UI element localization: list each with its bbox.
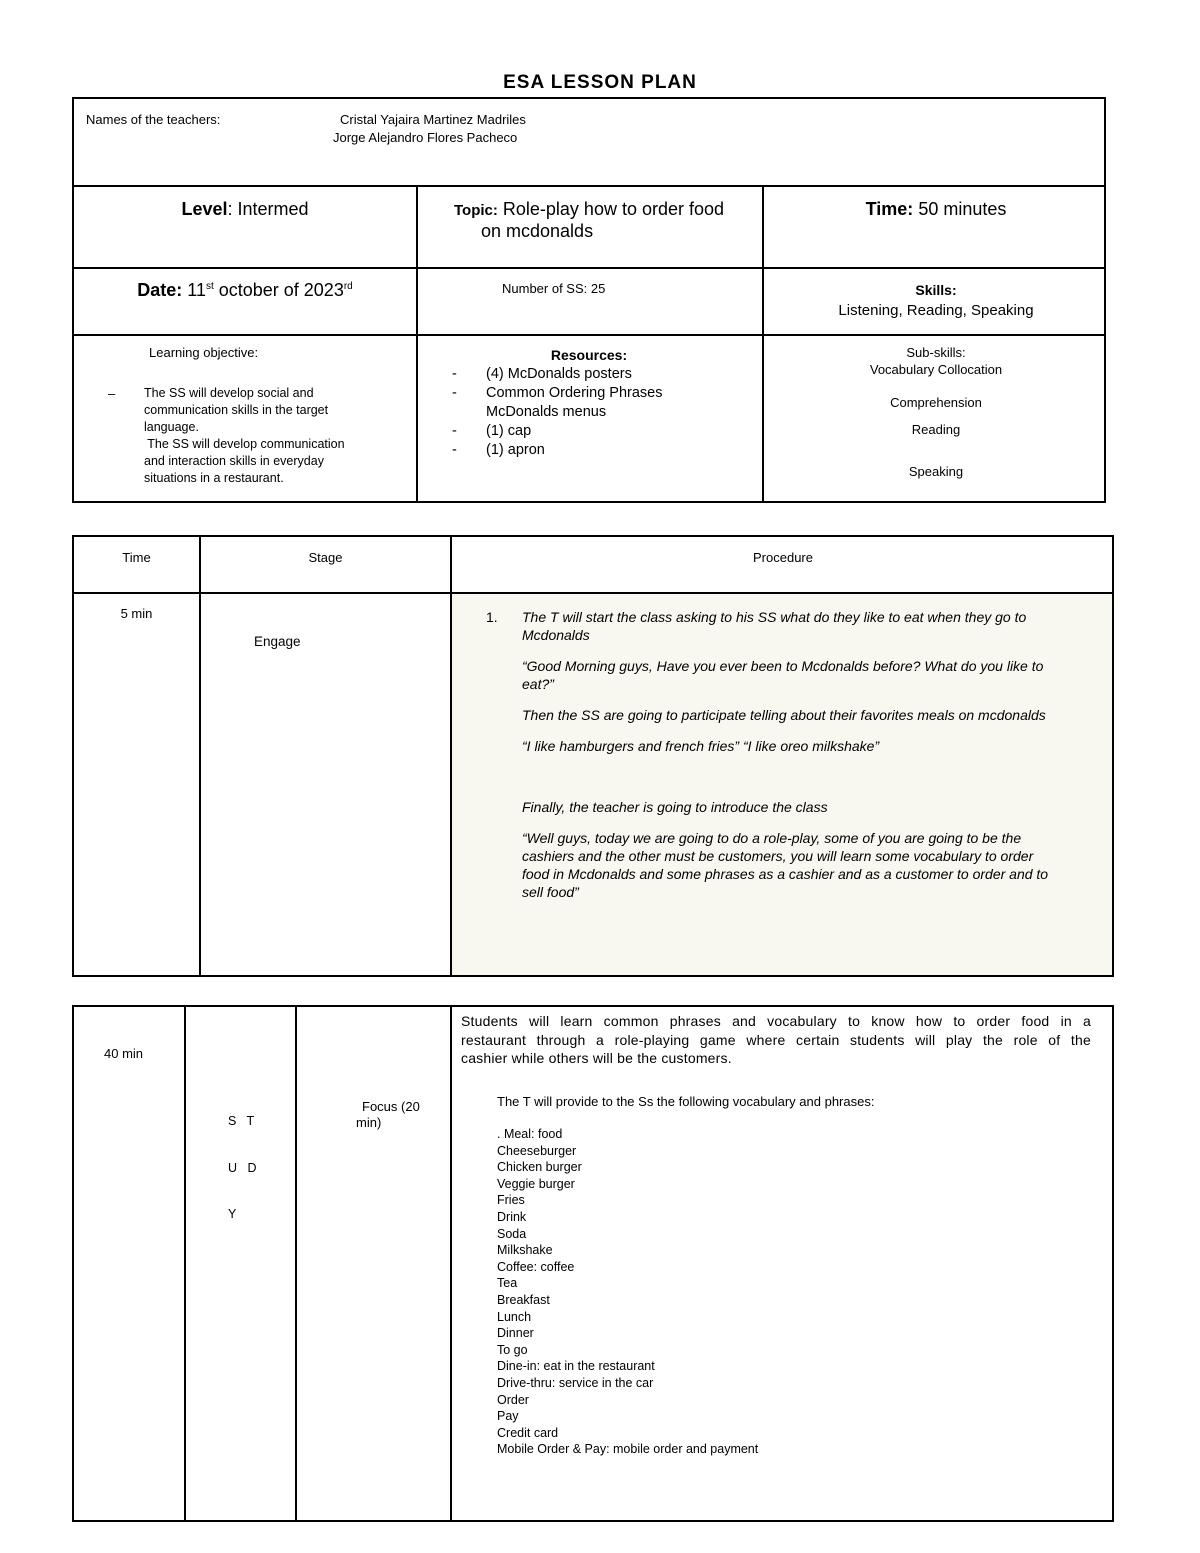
resource-text: Common Ordering Phrases	[486, 385, 663, 401]
procedure-line: “I like hamburgers and french fries” “I like oreo milkshake”	[522, 738, 880, 754]
procedure-line: sell food”	[522, 884, 579, 900]
intro-line: restaurant through a role-playing game where certain students will play the role of the	[461, 1031, 1091, 1048]
stage-letters: U D	[228, 1160, 257, 1175]
vocab-item: Veggie burger	[497, 1176, 575, 1191]
subskill-item: Comprehension	[890, 395, 982, 410]
vocab-item: Mobile Order & Pay: mobile order and payment	[497, 1442, 759, 1457]
skills-field	[764, 280, 1108, 321]
time-field	[764, 199, 1108, 220]
vocab-item: Chicken burger	[497, 1160, 582, 1175]
teacher-name-2: Jorge Alejandro Flores Pacheco	[333, 130, 518, 145]
vocab-item: Soda	[497, 1226, 527, 1241]
vocab-item: Pay	[497, 1409, 519, 1424]
vocabulary-list	[497, 1126, 758, 1458]
level-value: : Intermed	[227, 199, 309, 219]
divider	[416, 185, 418, 501]
resource-text: (1) apron	[486, 442, 545, 458]
skills-value: Listening, Reading, Speaking	[838, 302, 1034, 319]
vocab-item: Order	[497, 1392, 529, 1407]
divider	[295, 1007, 297, 1520]
procedure-line: The T will start the class asking to his SS what do they like to eat when they go to	[522, 609, 1027, 625]
focus-intro	[461, 1012, 1091, 1068]
procedure-line: “Good Morning guys, Have you ever been to Mcdonalds before? What do you like to	[522, 658, 1044, 674]
resource-item	[452, 365, 752, 384]
date-label: Date:	[137, 280, 183, 300]
topic-label: Topic:	[454, 202, 498, 219]
stage-letters: Y	[228, 1207, 237, 1221]
divider	[74, 334, 1104, 336]
focus-line: min)	[356, 1115, 382, 1130]
divider	[762, 185, 764, 501]
procedure-line: Mcdonalds	[522, 627, 590, 643]
teachers-label: Names of the teachers:	[86, 112, 221, 127]
procedure-line: Then the SS are going to participate telling about their favorites meals on mcdonalds	[522, 707, 1046, 723]
divider	[199, 537, 201, 975]
focus-line: Focus (20	[362, 1099, 420, 1114]
study-table	[72, 1005, 1114, 1522]
divider	[74, 185, 1104, 187]
row-stage: Engage	[254, 634, 301, 649]
resource-text: McDonalds menus	[486, 404, 607, 420]
stage-study	[228, 1083, 256, 1254]
vocab-item: Dinner	[497, 1326, 534, 1341]
date-day: 11	[182, 280, 206, 300]
divider	[184, 1007, 186, 1520]
teacher-name-1: Cristal Yajaira Martinez Madriles	[340, 112, 526, 127]
learning-objective-text	[144, 385, 345, 487]
subskill-item: Vocabulary Collocation	[869, 362, 1003, 377]
skills-label: Skills:	[915, 282, 957, 298]
level-label: Level	[181, 199, 228, 219]
date-rest: october of 2023	[213, 280, 344, 300]
time-value: 50 minutes	[913, 199, 1007, 219]
vocab-item: Fries	[497, 1193, 525, 1208]
topic-value-1: Role-play how to order food	[497, 199, 725, 219]
stage-letters: S T	[228, 1114, 255, 1128]
procedure-line: food in Mcdonalds and some phrases as a cashier and as a customer to order and to	[522, 866, 1049, 882]
intro-line: Students will learn common phrases and vocabulary to know how to order food in a	[461, 1013, 1091, 1029]
date-field	[74, 280, 416, 301]
engage-table	[72, 535, 1114, 977]
dash-bullet: -	[452, 442, 457, 458]
subskills-label: Sub-skills:	[906, 345, 966, 360]
procedure-line: Finally, the teacher is going to introduce the class	[522, 799, 828, 815]
resources-label: Resources:	[550, 347, 628, 363]
vocab-item: Tea	[497, 1276, 518, 1291]
lesson-info-table	[72, 97, 1106, 503]
date-year-suffix: rd	[343, 281, 353, 292]
objective-line: situations in a restaurant.	[144, 471, 284, 485]
dash-bullet: -	[452, 423, 457, 439]
vocab-item: Credit card	[497, 1425, 559, 1440]
step-number: 1.	[486, 609, 498, 625]
objective-line: and interaction skills in everyday	[144, 454, 324, 468]
resource-text: (4) McDonalds posters	[486, 366, 632, 382]
dash-bullet: -	[452, 366, 457, 382]
vocab-item: Dine-in: eat in the restaurant	[497, 1359, 655, 1374]
divider	[74, 267, 1104, 269]
focus-label	[356, 1099, 420, 1131]
subskill-item: Speaking	[908, 464, 964, 479]
intro-line: cashier while others will be the customers.	[461, 1050, 732, 1066]
resource-item	[452, 384, 752, 403]
resource-text: (1) cap	[486, 423, 532, 439]
level-field	[74, 199, 416, 220]
resource-item	[452, 422, 752, 441]
vocab-item: Coffee: coffee	[497, 1259, 575, 1274]
objective-line: language.	[144, 420, 199, 434]
objective-line: communication skills in the target	[144, 403, 329, 417]
subskill-item: Reading	[911, 422, 961, 437]
vocab-item: Breakfast	[497, 1292, 550, 1307]
vocab-item: Cheeseburger	[497, 1143, 577, 1158]
row-time: 5 min	[120, 606, 153, 621]
objective-bullet: –	[108, 386, 116, 401]
resource-item	[452, 403, 752, 422]
document-title: ESA LESSON PLAN	[503, 72, 697, 93]
vocab-item: Lunch	[497, 1309, 532, 1324]
procedure-line: eat?”	[522, 676, 554, 692]
resource-item	[452, 441, 752, 460]
procedure-line: cashiers and the other must be customers, you will learn some vocabulary to order	[522, 848, 1034, 864]
time-label: Time:	[865, 199, 914, 219]
header-time: Time	[122, 550, 151, 565]
procedure-line: “Well guys, today we are going to do a role-play, some of you are going to be the	[522, 830, 1022, 846]
learning-objective-label: Learning objective:	[149, 345, 259, 360]
number-of-students: Number of SS: 25	[502, 281, 606, 296]
header-stage: Stage	[308, 550, 343, 565]
dash-bullet: -	[452, 385, 457, 401]
divider	[450, 1007, 452, 1520]
resources-list	[452, 365, 752, 460]
header-procedure: Procedure	[753, 550, 813, 565]
vocab-item: Milkshake	[497, 1243, 553, 1258]
vocab-item: Drink	[497, 1209, 527, 1224]
row-time: 40 min	[104, 1046, 144, 1061]
objective-line: The SS will develop social and	[144, 386, 314, 400]
objective-line: The SS will develop communication	[144, 437, 345, 451]
topic-value-2: on mcdonalds	[481, 221, 594, 241]
vocab-item: Drive-thru: service in the car	[497, 1375, 654, 1390]
vocab-intro: The T will provide to the Ss the following vocabulary and phrases:	[497, 1094, 875, 1109]
date-day-suffix: st	[205, 281, 214, 292]
vocab-item: To go	[497, 1342, 528, 1357]
vocab-item: . Meal: food	[497, 1127, 563, 1141]
topic-field	[454, 199, 754, 242]
